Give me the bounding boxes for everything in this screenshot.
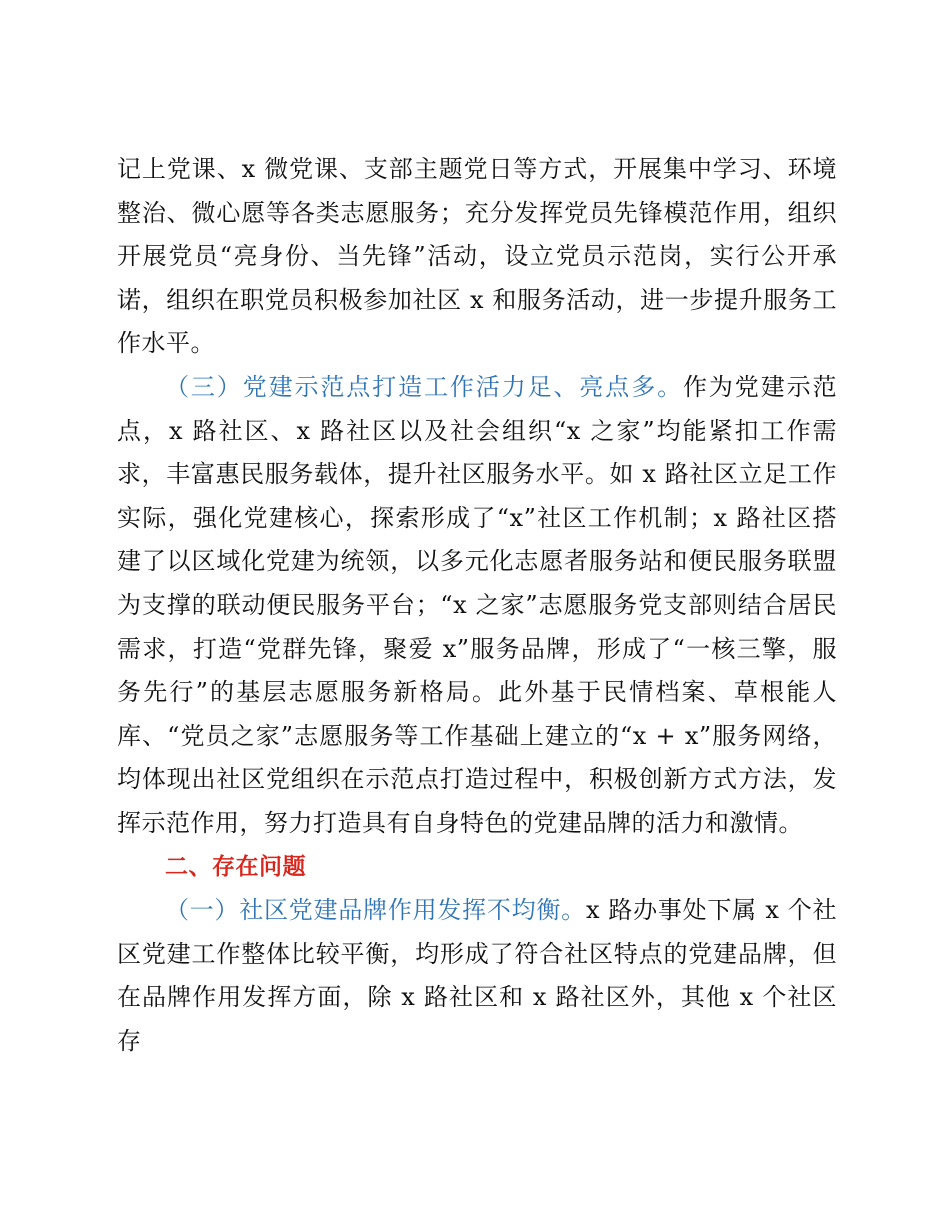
subsection-heading: （一）社区党建品牌作用发挥不均衡。 <box>165 896 586 925</box>
paragraph-text: 记上党课、x 微党课、支部主题党日等方式，开展集中学习、环境整治、微心愿等各类志愿服务；充分发挥党员先锋模范作用，组织开展党员“亮身份、当先锋”活动，设立党员示范岗，实行公开承诺，组织在职党员积极参加社区 x 和服务活动，进一步提升服务工作水平。 <box>117 155 837 358</box>
paragraph-brand-imbalance <box>117 889 837 1063</box>
paragraph-continuation <box>117 148 837 366</box>
document-body <box>117 148 837 1063</box>
section-heading: 二、存在问题 <box>165 853 306 880</box>
paragraph-demonstration-sites <box>117 366 837 846</box>
subsection-heading: （三）党建示范点打造工作活力足、亮点多。 <box>165 372 683 401</box>
paragraph-text: 作为党建示范点，x 路社区、x 路社区以及社会组织“x 之家”均能紧扣工作需求，丰富惠民服务载体，提升社区服务水平。如 x 路社区立足工作实际，强化党建核心，探索形成了“x”社区工作机制；x 路社区搭建了以区域化党建为统领，以多元化志愿者服务站和便民服务联盟为支撑的联动便民服务平台；“x 之家”志愿服务党支部则结合居民需求，打造“党群先锋，聚爱 x”服务品牌，形成了“一核三擎，服务先行”的基层志愿服务新格局。此外基于民情档案、草根能人库、“党员之家”志愿服务等工作基础上建立的“x + x”服务网络，均体现出社区党组织在示范点打造过程中，积极创新方式方法，发挥示范作用，努力打造具有自身特色的党建品牌的活力和激情。 <box>117 372 837 837</box>
paragraph-text: x 路办事处下属 x 个社区党建工作整体比较平衡，均形成了符合社区特点的党建品牌，但在品牌作用发挥方面，除 x 路社区和 x 路社区外，其他 x 个社区存 <box>117 896 837 1055</box>
